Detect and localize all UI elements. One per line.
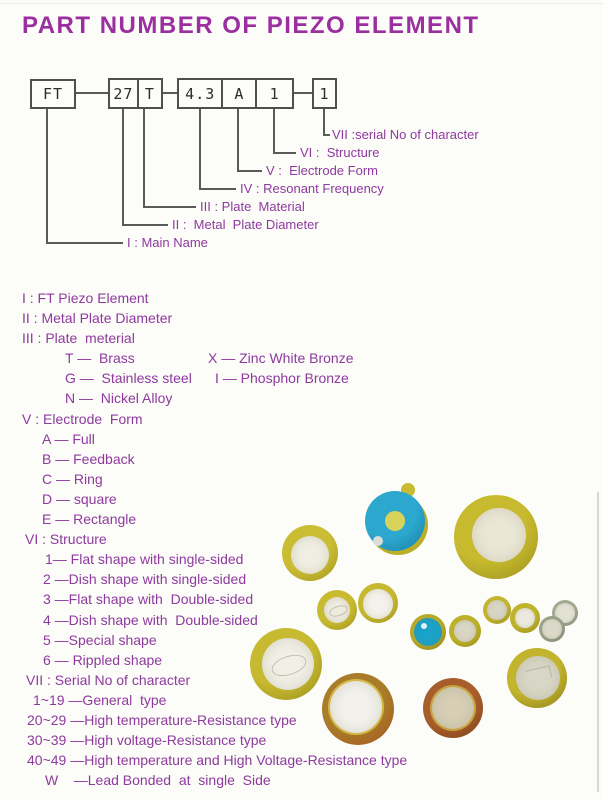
legend-line [22, 549, 594, 569]
legend-text: 6 — Rippled shape [43, 651, 163, 668]
legend-line [22, 569, 594, 589]
legend-line [22, 348, 594, 368]
legend-text: A — Full [42, 430, 95, 447]
connector-line [294, 92, 312, 94]
connector-line [122, 224, 168, 226]
code-box-serial [312, 78, 337, 109]
legend-line [22, 710, 594, 730]
legend-line [22, 409, 594, 429]
code-box-main-name [30, 79, 76, 109]
connector-line [273, 152, 296, 154]
legend-text: I : FT Piezo Element [22, 290, 149, 306]
field-label-main-name: I : Main Name [127, 235, 208, 250]
legend-line [22, 328, 594, 348]
legend-line [22, 750, 594, 770]
legend-text: III : Plate meterial [22, 330, 135, 347]
connector-line [163, 92, 177, 94]
connector-line [273, 109, 275, 153]
code-cell: FT [42, 85, 64, 103]
legend-text: G — Stainless steel [65, 370, 192, 387]
legend-line [22, 589, 594, 609]
code-legend [22, 288, 594, 790]
legend-text: 1— Flat shape with single-sided [45, 551, 244, 568]
legend-line [22, 469, 594, 489]
field-label-plate-diameter: II : Metal Plate Diameter [172, 217, 319, 232]
code-cell: 4.3 [185, 84, 216, 103]
legend-line [22, 429, 594, 449]
connector-line [323, 109, 325, 135]
legend-text: 5 —Special shape [43, 631, 157, 648]
legend-line [22, 770, 594, 790]
legend-line [22, 529, 594, 549]
legend-text: V : Electrode Form [22, 410, 143, 427]
connector-line [46, 242, 123, 244]
legend-text: II : Metal Plate Diameter [22, 310, 173, 327]
legend-line [22, 368, 594, 388]
legend-text: 1~19 —General type [33, 691, 167, 708]
code-cell: 27 [113, 84, 134, 103]
legend-text: 4 —Dish shape with Double-sided [43, 611, 258, 628]
legend-text: C — Ring [42, 470, 103, 487]
code-box-freq-electrode-structure [177, 78, 294, 109]
legend-text: VI : Structure [25, 531, 107, 548]
legend-text: 30~39 —High voltage-Resistance type [27, 732, 267, 749]
legend-text: T — Brass [65, 350, 135, 367]
connector-line [76, 92, 108, 94]
legend-line [22, 489, 594, 509]
connector-line [143, 206, 196, 208]
connector-line [237, 170, 262, 172]
code-box-diameter-material [108, 78, 163, 109]
legend-text: I — Phosphor Bronze [215, 370, 349, 387]
connector-line [199, 109, 201, 189]
legend-line [22, 690, 594, 710]
legend-line [22, 509, 594, 529]
legend-line [22, 670, 594, 690]
legend-text: 3 —Flat shape with Double-sided [43, 591, 254, 608]
legend-line [22, 308, 594, 328]
legend-text: B — Feedback [42, 450, 135, 467]
field-label-serial: VII :serial No of character [332, 127, 479, 142]
field-label-electrode-form: V : Electrode Form [266, 163, 378, 178]
legend-text: N — Nickel Alloy [65, 390, 173, 407]
legend-text: W —Lead Bonded at single Side [45, 772, 271, 789]
legend-line [22, 610, 594, 630]
legend-line [22, 630, 594, 650]
legend-text: D — square [42, 490, 117, 507]
code-cell: 1 [319, 84, 330, 103]
code-cell: T [137, 80, 161, 107]
connector-line [46, 109, 48, 243]
page-title: PART NUMBER OF PIEZO ELEMENT [22, 12, 480, 39]
legend-text: 2 —Dish shape with single-sided [43, 571, 247, 588]
code-cell: A [221, 80, 255, 107]
connector-line [143, 109, 145, 207]
connector-line [237, 109, 239, 171]
connector-line [199, 188, 236, 190]
page-edge-shadow [597, 492, 599, 792]
connector-line [122, 109, 124, 225]
field-label-plate-material: III : Plate Material [200, 199, 305, 214]
page-top-rule [0, 3, 603, 4]
legend-line [22, 388, 594, 408]
legend-text: 40~49 —High temperature and High Voltage-Resistance type [27, 752, 408, 769]
legend-text: 20~29 —High temperature-Resistance type [27, 711, 297, 728]
legend-text: VII : Serial No of character [26, 671, 191, 688]
legend-line [22, 449, 594, 469]
legend-line [22, 288, 594, 308]
field-label-resonant-frequency: IV : Resonant Frequency [240, 181, 384, 196]
legend-line [22, 730, 594, 750]
code-cell: 1 [255, 80, 292, 107]
legend-text: E — Rectangle [42, 511, 137, 528]
field-label-structure: VI : Structure [300, 145, 380, 160]
connector-line [323, 134, 330, 136]
legend-text: X — Zinc White Bronze [208, 350, 354, 367]
legend-line [22, 650, 594, 670]
